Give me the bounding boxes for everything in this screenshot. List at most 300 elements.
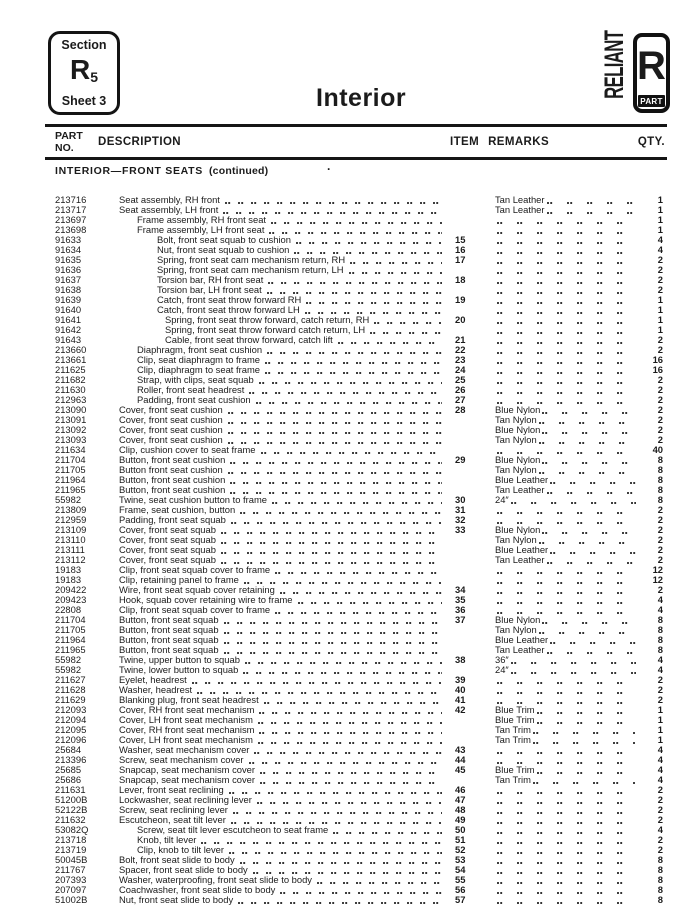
table-row: [45, 305, 667, 315]
part-description-text: Clip, diaphragm to seat frame: [137, 365, 260, 375]
quantity: 8: [657, 454, 663, 465]
quantity: 2: [657, 694, 663, 705]
quantity: 1: [657, 224, 663, 235]
remarks-text: Tan Leather: [495, 485, 545, 495]
part-description-text: Wire, front seat squab cover retaining: [119, 585, 275, 595]
quantity: 1: [657, 204, 663, 215]
item-number: 35: [455, 594, 466, 605]
part-description-text: Escutcheon, seat tilt lever: [119, 815, 226, 825]
remarks-cell: [481, 425, 639, 435]
table-row: [45, 215, 667, 225]
item-number: 47: [455, 794, 466, 805]
quantity: 8: [657, 474, 663, 485]
item-number: 28: [455, 404, 466, 415]
part-description-text: Seat assembly, LH front: [119, 205, 219, 215]
part-number: 213661: [55, 354, 87, 365]
table-row: [45, 775, 667, 785]
item-number: 45: [455, 764, 466, 775]
dot-leader: [259, 726, 442, 735]
dot-leader: [497, 256, 636, 265]
table-row: [45, 545, 667, 555]
item-number: 41: [455, 694, 466, 705]
part-number: 213697: [55, 214, 87, 225]
quantity: 4: [657, 824, 663, 835]
quantity: 1: [657, 724, 663, 735]
table-row: [45, 645, 667, 655]
dot-leader: [370, 326, 442, 335]
part-description: [107, 875, 445, 885]
rpart-logo: [633, 33, 670, 113]
dot-leader: [221, 556, 442, 565]
part-description: [107, 765, 445, 775]
item-number: 55: [455, 874, 466, 885]
part-description: [107, 475, 445, 485]
part-description: [107, 585, 445, 595]
remarks-cell: [481, 576, 639, 585]
remarks-cell: [481, 555, 639, 565]
part-number: 212095: [55, 724, 87, 735]
part-description: [107, 455, 445, 465]
table-row: [45, 325, 667, 335]
part-description-text: Clip, cushion cover to seat frame: [119, 445, 256, 455]
item-number: 33: [455, 524, 466, 535]
remarks-cell: [481, 356, 639, 365]
part-description: [107, 385, 445, 395]
dot-leader: [228, 416, 442, 425]
dot-leader: [306, 296, 442, 305]
dot-leader: [223, 206, 442, 215]
table-row: [45, 245, 667, 255]
column-headers: [45, 128, 667, 156]
part-description-text: Cover, front seat squab: [119, 535, 216, 545]
table-row: [45, 385, 667, 395]
item-number: 51: [455, 834, 466, 845]
item-number: 48: [455, 804, 466, 815]
dot-leader: [497, 826, 636, 835]
dot-leader: [497, 396, 636, 405]
part-description-text: Knob, tilt lever: [137, 835, 197, 845]
quantity: 2: [657, 814, 663, 825]
table-row: [45, 195, 667, 205]
remarks-cell: [481, 796, 639, 805]
quantity: 2: [657, 344, 663, 355]
table-row: [45, 755, 667, 765]
part-number: 213090: [55, 404, 87, 415]
part-description: [107, 275, 445, 285]
quantity: 8: [657, 894, 663, 905]
part-description-text: Cover, LH front seat mechanism: [119, 735, 253, 745]
remarks-text: Blue Nylon: [495, 615, 541, 625]
reliant-wordmark: RELIANT: [599, 30, 629, 99]
dot-leader: [497, 686, 636, 695]
parts-table: [45, 195, 667, 905]
remarks-cell: [481, 205, 639, 215]
header-rule-top: [45, 124, 667, 127]
part-description-text: Cover, front seat cushion: [119, 415, 223, 425]
dot-leader: [192, 676, 442, 685]
remarks-cell: [481, 846, 639, 855]
part-description: [107, 815, 445, 825]
dot-leader: [298, 596, 442, 605]
table-row: [45, 665, 667, 675]
part-number: 211625: [55, 364, 86, 375]
remarks-cell: [481, 676, 639, 685]
table-row: [45, 505, 667, 515]
remarks-text: Tan Trim: [495, 735, 531, 745]
dot-leader: [201, 836, 442, 845]
remarks-cell: [481, 606, 639, 615]
part-description: [107, 515, 445, 525]
dot-leader: [497, 836, 636, 845]
part-number: 19183: [55, 564, 82, 575]
remarks-cell: [481, 236, 639, 245]
remarks-text: Blue Nylon: [495, 405, 541, 415]
dot-leader: [260, 766, 442, 775]
table-row: [45, 525, 667, 535]
table-row: [45, 315, 667, 325]
part-description-text: Button front seat cushion: [119, 465, 223, 475]
remarks-cell: [481, 756, 639, 765]
part-number: 19183: [55, 574, 82, 585]
part-number: 91637: [55, 274, 82, 285]
part-number: 22808: [55, 604, 82, 615]
part-number: 25685: [55, 764, 82, 775]
quantity: 1: [657, 734, 663, 745]
col-qty: QTY.: [637, 136, 665, 148]
dot-leader: [269, 226, 442, 235]
dot-leader: [264, 696, 442, 705]
remarks-cell: [481, 806, 639, 815]
remarks-cell: [481, 276, 639, 285]
part-description: [107, 345, 445, 355]
dot-leader: [230, 486, 442, 495]
part-description-text: Spacer, front seat slide to body: [119, 865, 248, 875]
part-description-text: Button, front seat squab: [119, 615, 219, 625]
dot-leader: [497, 606, 636, 615]
header-rule-bottom: [45, 157, 667, 160]
page-title: Interior: [316, 84, 407, 112]
part-description: [107, 285, 445, 295]
part-description: [107, 395, 445, 405]
part-number: 211629: [55, 694, 86, 705]
dot-leader: [349, 266, 442, 275]
part-number: 55982: [55, 494, 82, 505]
table-row: [45, 455, 667, 465]
part-description-text: Screw, seat reclining lever: [119, 805, 228, 815]
dot-leader: [497, 796, 636, 805]
item-number: 17: [455, 254, 466, 265]
part-number: 211631: [55, 784, 86, 795]
part-description-text: Cover, RH front seat mechanism: [119, 725, 255, 735]
item-number: 32: [455, 514, 466, 525]
remarks-text: Blue Leather: [495, 545, 549, 555]
dot-leader: [333, 826, 442, 835]
remarks-cell: [481, 545, 639, 555]
col-item: ITEM: [450, 136, 480, 148]
quantity: 4: [657, 234, 663, 245]
part-number: 212959: [55, 514, 87, 525]
dot-leader: [296, 236, 442, 245]
part-description: [107, 445, 445, 455]
remarks-text: 36″: [495, 655, 509, 665]
remarks-cell: [481, 376, 639, 385]
part-description: [107, 785, 445, 795]
part-description-text: Catch, front seat throw forward RH: [157, 295, 302, 305]
remarks-cell: [481, 506, 639, 515]
item-number: 31: [455, 504, 466, 515]
part-number: 213111: [55, 544, 85, 555]
part-description: [107, 215, 445, 225]
part-number: 53082Q: [55, 824, 89, 835]
dot-leader: [243, 666, 442, 675]
table-row: [45, 595, 667, 605]
dot-leader: [249, 386, 442, 395]
dot-leader: [497, 446, 636, 455]
part-number: 25686: [55, 774, 82, 785]
item-number: 46: [455, 784, 466, 795]
part-description: [107, 835, 445, 845]
item-number: 34: [455, 584, 466, 595]
remarks-cell: [481, 735, 639, 745]
item-number: 44: [455, 754, 466, 765]
remarks-text: Tan Leather: [495, 645, 545, 655]
remarks-cell: [481, 566, 639, 575]
dot-leader: [258, 736, 442, 745]
part-number: 207097: [55, 884, 87, 895]
quantity: 2: [657, 844, 663, 855]
dot-leader: [542, 456, 636, 465]
part-description: [107, 715, 445, 725]
part-description-text: Hook, squab cover retaining wire to frame: [119, 595, 293, 605]
part-number: 91633: [55, 234, 82, 245]
quantity: 2: [657, 274, 663, 285]
quantity: 2: [657, 834, 663, 845]
item-number: 57: [455, 894, 466, 905]
remarks-cell: [481, 586, 639, 595]
dot-leader: [497, 566, 636, 575]
dot-leader: [497, 506, 636, 515]
part-description-text: Spring, front seat throw forward, catch return, RH: [165, 315, 370, 325]
part-description: [107, 615, 445, 625]
dot-leader: [533, 776, 636, 785]
remarks-cell: [481, 465, 639, 475]
part-number: 55982: [55, 664, 82, 675]
dot-leader: [533, 736, 636, 745]
dot-leader: [497, 696, 636, 705]
remarks-text: Tan Trim: [495, 775, 531, 785]
part-number: 91642: [55, 324, 82, 335]
quantity: 8: [657, 494, 663, 505]
part-number: 213093: [55, 434, 87, 445]
part-description-text: Roller, front seat headrest: [137, 385, 245, 395]
remarks-cell: [481, 525, 639, 535]
quantity: 2: [657, 504, 663, 515]
part-description: [107, 735, 445, 745]
col-part-no: [55, 130, 83, 154]
part-description-text: Screw, seat mechanism cover: [119, 755, 244, 765]
dot-leader: [497, 236, 636, 245]
part-description: [107, 755, 445, 765]
table-row: [45, 335, 667, 345]
rpart-letter: R: [637, 44, 666, 88]
part-description-text: Frame assembly, LH front seat: [137, 225, 265, 235]
dot-leader: [497, 846, 636, 855]
quantity: 1: [657, 194, 663, 205]
part-description-text: Padding, front seat squab: [119, 515, 226, 525]
dot-leader: [224, 626, 442, 635]
quantity: 2: [657, 794, 663, 805]
part-number: 52122B: [55, 804, 88, 815]
dot-leader: [228, 426, 442, 435]
dot-leader: [497, 326, 636, 335]
table-row: [45, 405, 667, 415]
quantity: 2: [657, 674, 663, 685]
part-description-text: Cover, front seat squab: [119, 525, 216, 535]
dot-leader: [240, 506, 442, 515]
section-letter: R: [69, 53, 91, 85]
remarks-text: Blue Trim: [495, 765, 535, 775]
dot-leader: [338, 336, 442, 345]
part-number: 213112: [55, 554, 86, 565]
dot-leader: [511, 656, 636, 665]
remarks-cell: [481, 705, 639, 715]
part-description: [107, 575, 445, 585]
part-number: 211767: [55, 864, 86, 875]
remarks-text: Blue Nylon: [495, 425, 541, 435]
part-description-text: Clip, retaining panel to frame: [119, 575, 239, 585]
dot-leader: [221, 526, 442, 535]
dot-leader: [539, 466, 636, 475]
dot-leader: [547, 486, 636, 495]
dot-leader: [497, 376, 636, 385]
rpart-word: PART: [640, 96, 663, 106]
part-number: 213091: [55, 414, 87, 425]
part-description: [107, 535, 445, 545]
part-description: [107, 675, 445, 685]
part-number: 213718: [55, 834, 87, 845]
table-row: [45, 265, 667, 275]
item-number: 27: [455, 394, 466, 405]
remarks-cell: [481, 296, 639, 305]
part-description-text: Twine, lower button to squab: [119, 665, 239, 675]
remarks-cell: [481, 896, 639, 905]
table-row: [45, 425, 667, 435]
part-number: 213660: [55, 344, 87, 355]
dot-leader: [497, 866, 636, 875]
remarks-text: Tan Nylon: [495, 435, 537, 445]
remarks-cell: [481, 765, 639, 775]
part-description: [107, 265, 445, 275]
part-description: [107, 255, 445, 265]
part-description: [107, 525, 445, 535]
dot-leader: [228, 406, 442, 415]
part-number: 211965: [55, 484, 86, 495]
part-description-text: Clip, seat diaphragm to frame: [137, 355, 260, 365]
part-description: [107, 695, 445, 705]
part-description: [107, 485, 445, 495]
item-number: 22: [455, 344, 466, 355]
table-row: [45, 275, 667, 285]
part-number: 213716: [55, 194, 87, 205]
dot-leader: [294, 246, 442, 255]
part-description: [107, 435, 445, 445]
item-number: 52: [455, 844, 466, 855]
part-description: [107, 205, 445, 215]
remarks-cell: [481, 596, 639, 605]
quantity: 8: [657, 884, 663, 895]
dot-leader: [238, 896, 442, 905]
dot-leader: [497, 226, 636, 235]
dot-leader: [497, 306, 636, 315]
dot-leader: [249, 756, 442, 765]
quantity: 4: [657, 774, 663, 785]
part-description: [107, 415, 445, 425]
part-description-text: Snapcap, seat mechanism cover: [119, 775, 256, 785]
col-description: DESCRIPTION: [98, 136, 181, 148]
part-description-text: Washer, waterproofing, front seat slide to body: [119, 875, 312, 885]
part-description: [107, 775, 445, 785]
table-row: [45, 445, 667, 455]
item-number: 49: [455, 814, 466, 825]
part-description: [107, 745, 445, 755]
dot-leader: [547, 556, 636, 565]
part-description-text: Lockwasher, seat reclining lever: [119, 795, 252, 805]
dot-leader: [497, 786, 636, 795]
quantity: 8: [657, 644, 663, 655]
remarks-text: Tan Nylon: [495, 415, 537, 425]
remarks-text: Tan Nylon: [495, 535, 537, 545]
dot-leader: [317, 876, 442, 885]
dot-leader: [539, 626, 636, 635]
dot-leader: [537, 716, 636, 725]
table-row: [45, 705, 667, 715]
item-number: 38: [455, 654, 466, 665]
dot-leader: [280, 886, 442, 895]
part-description-text: Button, front seat cushion: [119, 485, 226, 495]
quantity: 4: [657, 244, 663, 255]
table-row: [45, 785, 667, 795]
dot-leader: [244, 576, 442, 585]
part-description: [107, 605, 445, 615]
item-number: 43: [455, 744, 466, 755]
table-row: [45, 855, 667, 865]
part-description: [107, 825, 445, 835]
item-number: 19: [455, 294, 466, 305]
part-number: 91643: [55, 334, 82, 345]
part-number: 91638: [55, 284, 82, 295]
dot-leader: [497, 266, 636, 275]
part-number: 211704: [55, 614, 86, 625]
part-description: [107, 565, 445, 575]
remarks-cell: [481, 485, 639, 495]
dot-leader: [550, 636, 636, 645]
group-heading-continued: (continued): [208, 165, 269, 177]
item-number: 37: [455, 614, 466, 625]
dot-leader: [267, 346, 442, 355]
table-row: [45, 235, 667, 245]
remarks-text: Blue Nylon: [495, 455, 541, 465]
part-description: [107, 665, 445, 675]
dot-leader: [550, 476, 636, 485]
dot-leader: [280, 586, 442, 595]
part-description-text: Washer, seat mechanism cover: [119, 745, 250, 755]
remarks-cell: [481, 475, 639, 485]
table-row: [45, 495, 667, 505]
part-number: 213092: [55, 424, 87, 435]
part-description-text: Cover, LH front seat mechanism: [119, 715, 253, 725]
quantity: 2: [657, 254, 663, 265]
item-number: 21: [455, 334, 466, 345]
